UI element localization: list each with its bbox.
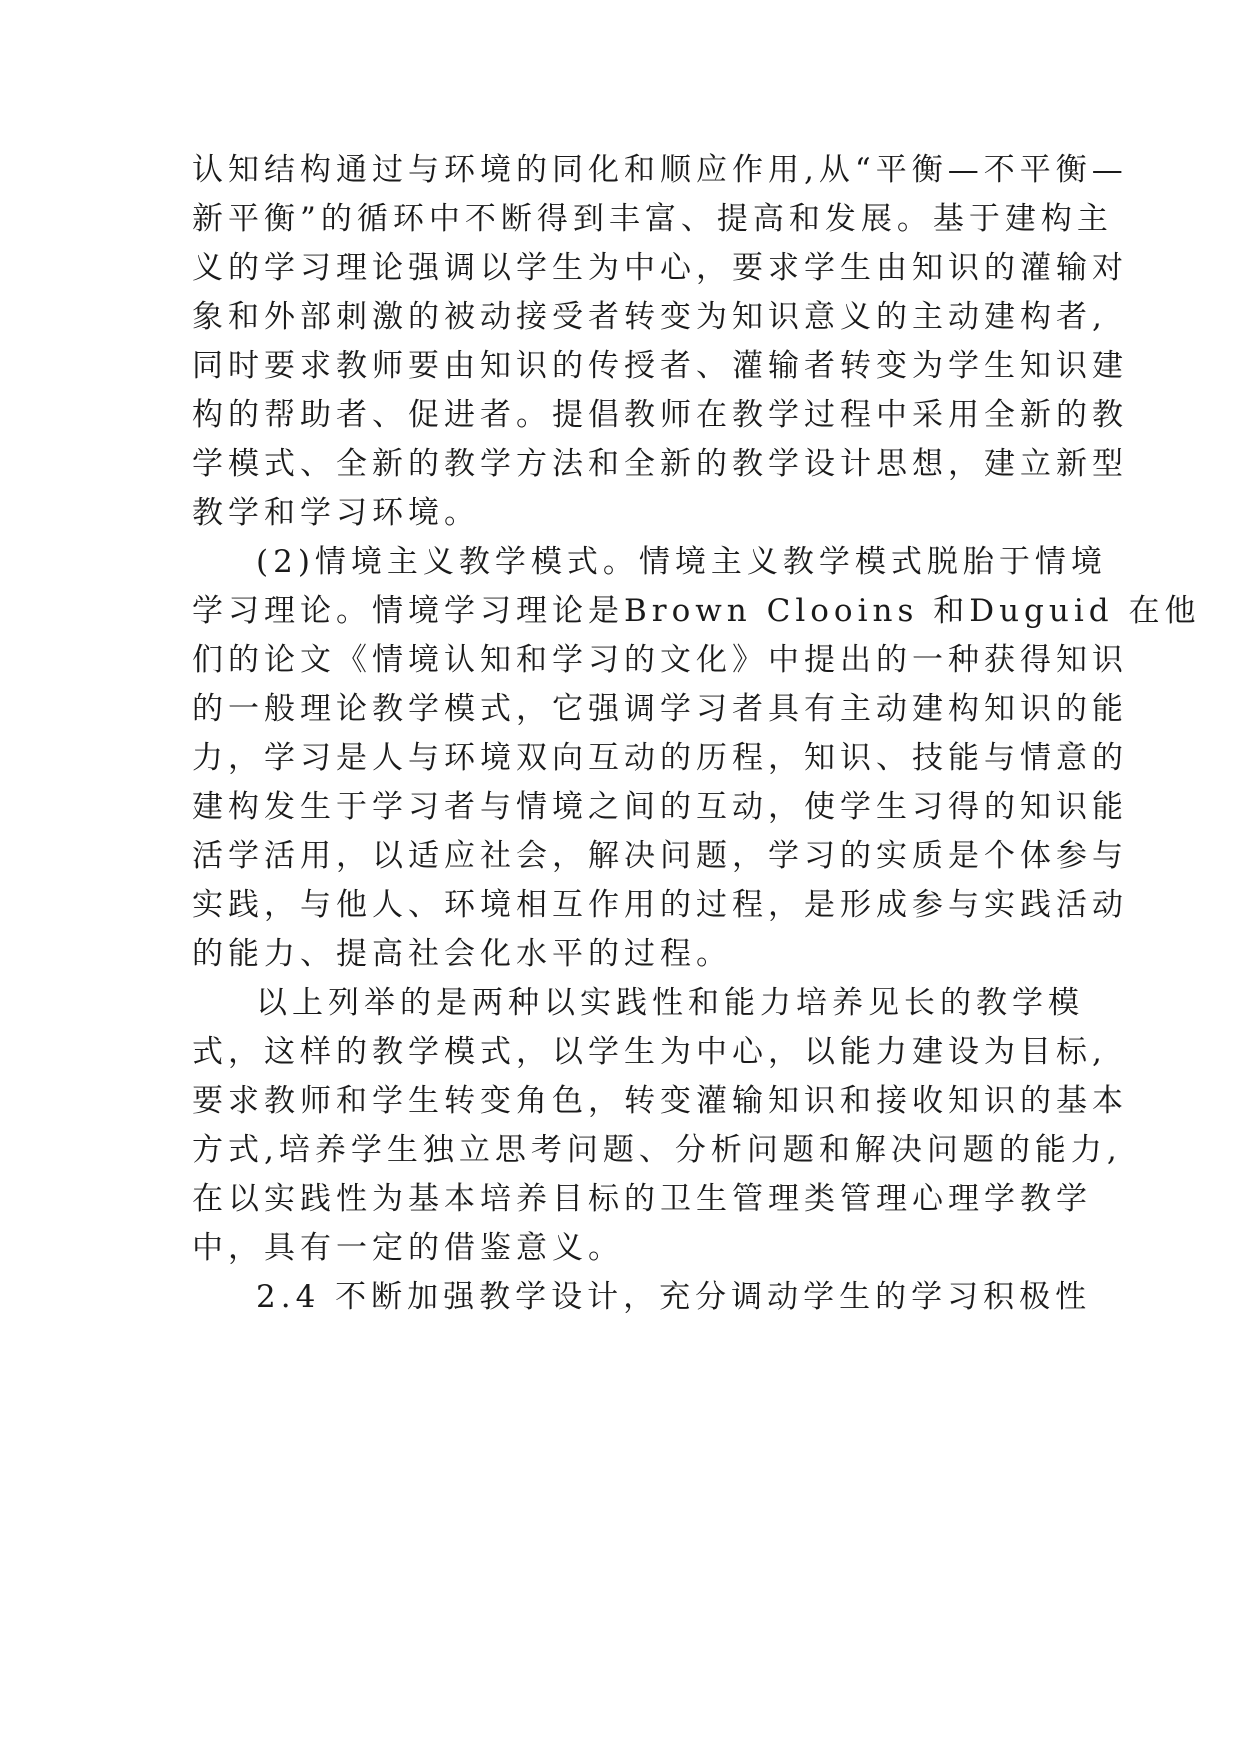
section-heading: 2.4 不断加强教学设计，充分调动学生的学习积极性 [256, 1279, 1092, 1315]
text-line: 新平衡”的循环中不断得到丰富、提高和发展。基于建构主 [192, 201, 1113, 237]
text-line: 的一般理论教学模式，它强调学习者具有主动建构知识的能 [192, 691, 1128, 727]
text-line: 在以实践性为基本培养目标的卫生管理类管理心理学教学 [192, 1181, 1092, 1217]
text-line: 以上列举的是两种以实践性和能力培养见长的教学模 [256, 985, 1084, 1021]
text-line: 同时要求教师要由知识的传授者、灌输者转变为学生知识建 [192, 348, 1128, 384]
text-line: 式，这样的教学模式，以学生为中心，以能力建设为目标, [192, 1034, 1107, 1070]
text-line: 认知结构通过与环境的同化和顺应作用,从“平衡—不平衡— [192, 152, 1128, 188]
text-line: 力，学习是人与环境双向互动的历程，知识、技能与情意的 [192, 740, 1128, 776]
text-line: 教学和学习环境。 [192, 495, 480, 531]
text-line: 建构发生于学习者与情境之间的互动，使学生习得的知识能 [192, 789, 1128, 825]
text-line: 活学活用，以适应社会，解决问题，学习的实质是个体参与 [192, 838, 1128, 874]
text-line: 要求教师和学生转变角色，转变灌输知识和接收知识的基本 [192, 1083, 1128, 1119]
text-line: 义的学习理论强调以学生为中心，要求学生由知识的灌输对 [192, 250, 1128, 286]
text-line: 学习理论。情境学习理论是Brown Clooins 和Duguid 在他 [192, 593, 1201, 629]
text-line: 们的论文《情境认知和学习的文化》中提出的一种获得知识 [192, 642, 1128, 678]
text-line: 的能力、提高社会化水平的过程。 [192, 936, 732, 972]
text-line: 构的帮助者、促进者。提倡教师在教学过程中采用全新的教 [192, 397, 1128, 433]
text-line: (2)情境主义教学模式。情境主义教学模式脱胎于情境 [256, 544, 1107, 580]
text-line: 中，具有一定的借鉴意义。 [192, 1230, 624, 1266]
text-line: 方式,培养学生独立思考问题、分析问题和解决问题的能力, [192, 1132, 1122, 1168]
text-line: 实践，与他人、环境相互作用的过程，是形成参与实践活动 [192, 887, 1128, 923]
text-line: 象和外部刺激的被动接受者转变为知识意义的主动建构者, [192, 299, 1107, 335]
text-line: 学模式、全新的教学方法和全新的教学设计思想，建立新型 [192, 446, 1128, 482]
